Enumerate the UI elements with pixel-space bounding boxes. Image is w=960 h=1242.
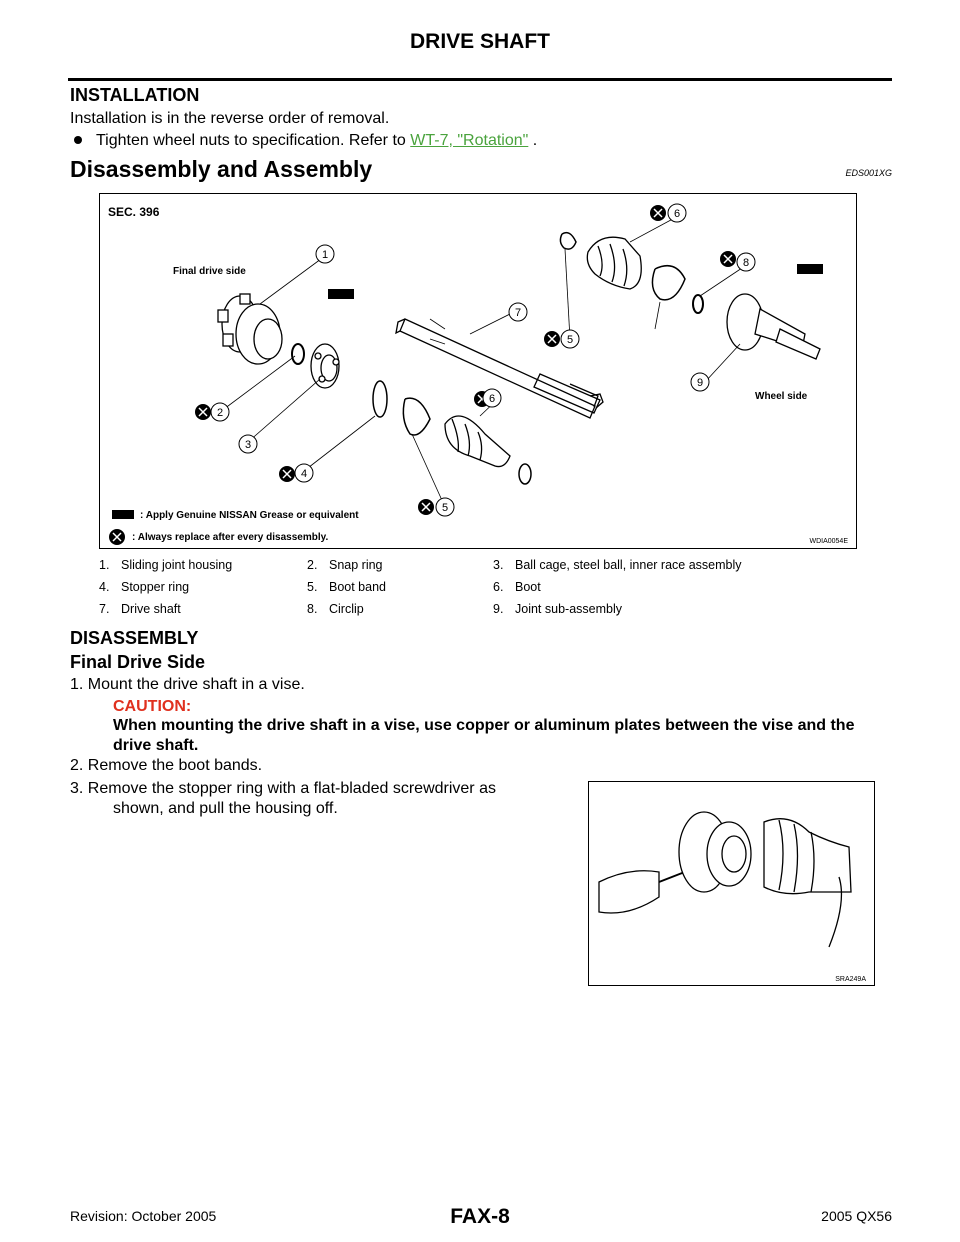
snap-ring-drawing — [292, 344, 304, 364]
step-3-line-1: 3. Remove the stopper ring with a flat-bladed screwdriver as — [70, 780, 496, 797]
callout-6-upper: 6 — [673, 208, 681, 220]
step-1: 1. Mount the drive shaft in a vise. — [70, 676, 305, 693]
callout-2: 2 — [216, 407, 224, 419]
replace-icon — [109, 205, 736, 545]
stopper-ring-removal-drawing — [589, 782, 874, 985]
installation-heading: INSTALLATION — [70, 85, 200, 105]
callout-7: 7 — [514, 307, 522, 319]
stopper-ring-drawing — [373, 381, 387, 417]
callout-3: 3 — [244, 439, 252, 451]
boot-upper-drawing — [587, 237, 641, 289]
ball-cage-drawing — [311, 344, 339, 388]
bullet-suffix: . — [528, 132, 538, 149]
boot-band-lower-drawing — [403, 398, 430, 435]
callout-4: 4 — [300, 468, 308, 480]
rotation-link[interactable]: WT-7, "Rotation" — [410, 132, 529, 149]
installation-bullet — [70, 132, 537, 150]
legend-replace-text: : Always replace after every disassembly. — [132, 532, 329, 543]
footer-page-code: FAX-8 — [450, 1205, 510, 1228]
boot-band-large-upper-drawing — [652, 266, 685, 300]
footer-model: 2005 QX56 — [821, 1208, 892, 1224]
stopper-ring-removal-figure — [588, 781, 875, 986]
footer-revision: Revision: October 2005 — [70, 1208, 217, 1224]
callout-5-upper: 5 — [566, 334, 574, 346]
legend-grease-text: : Apply Genuine NISSAN Grease or equivalent — [140, 510, 359, 521]
section-code: EDS001XG — [845, 168, 892, 178]
circlip-drawing — [693, 295, 703, 313]
boot-band-upper-drawing — [560, 233, 576, 250]
bullet-text: Tighten wheel nuts to specification. Refer to — [96, 132, 411, 149]
callout-9: 9 — [696, 377, 704, 389]
caution-text: When mounting the drive shaft in a vise, use copper or aluminum plates between the vise and the drive shaft. — [113, 717, 855, 754]
photo-code: SRA249A — [835, 976, 866, 983]
callout-1: 1 — [321, 249, 329, 261]
boot-lower-drawing — [445, 416, 510, 467]
boot-band-small-lower-drawing — [519, 464, 531, 484]
installation-text: Installation is in the reverse order of removal. — [70, 110, 390, 127]
step-3-line-2: shown, and pull the housing off. — [113, 800, 338, 817]
final-drive-side-heading: Final Drive Side — [70, 652, 206, 672]
housing-drawing — [218, 294, 282, 364]
wheel-side-label: Wheel side — [755, 391, 808, 402]
final-drive-side-label: Final drive side — [173, 266, 246, 277]
figure-code: WDIA0054E — [809, 538, 848, 545]
table-row: 7. Drive shaft 8. Circlip 9. Joint sub-assembly — [99, 602, 622, 616]
caution-label: CAUTION: — [113, 698, 192, 715]
table-row: 4. Stopper ring 5. Boot band 6. Boot — [99, 580, 541, 594]
page-title: DRIVE SHAFT — [409, 30, 550, 53]
exploded-view-drawing — [100, 194, 856, 548]
header-rule — [68, 78, 892, 81]
callout-5-lower: 5 — [441, 502, 449, 514]
section-heading: Disassembly and Assembly — [70, 156, 373, 182]
sec-label: SEC. 396 — [108, 205, 160, 219]
callout-6-lower: 6 — [488, 393, 496, 405]
grease-icon — [112, 264, 823, 519]
joint-subassembly-drawing — [727, 294, 820, 359]
step-2: 2. Remove the boot bands. — [70, 757, 263, 774]
bullet-icon — [74, 136, 82, 144]
disassembly-heading: DISASSEMBLY — [70, 628, 199, 648]
table-row: 1. Sliding joint housing 2. Snap ring 3. Ball cage, steel ball, inner race assembly — [99, 558, 742, 572]
parts-legend-table — [99, 558, 859, 624]
exploded-view-figure — [99, 193, 857, 549]
callout-8: 8 — [742, 257, 750, 269]
